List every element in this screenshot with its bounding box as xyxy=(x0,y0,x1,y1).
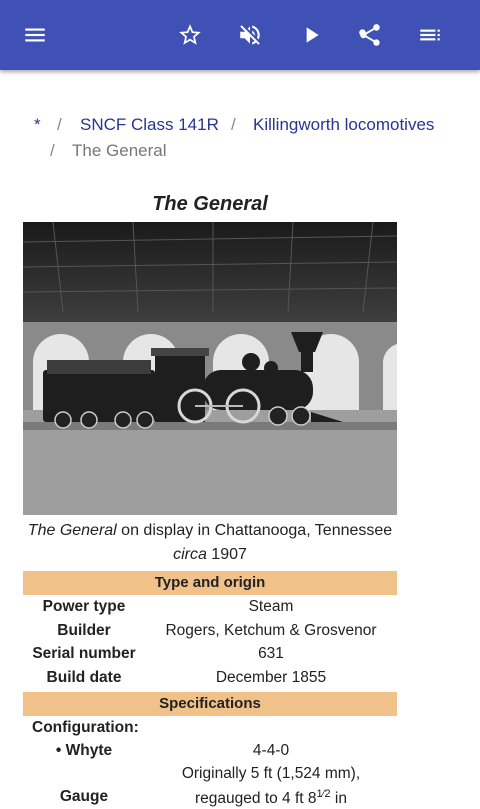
infobox-row xyxy=(23,619,397,643)
config-label: Configuration: xyxy=(32,718,139,736)
whyte-label[interactable]: • Whyte xyxy=(55,742,113,760)
row-value xyxy=(172,716,397,740)
gauge-line-3: in xyxy=(330,790,347,808)
row-label: Serial number xyxy=(32,645,136,663)
infobox xyxy=(23,186,397,808)
breadcrumb-separator: / xyxy=(57,115,62,134)
contents-button[interactable] xyxy=(406,11,454,59)
gauge-line-1: Originally 5 ft (1,524 mm), xyxy=(181,765,361,783)
bookmark-button[interactable] xyxy=(166,11,214,59)
breadcrumb-item-sncf[interactable]: SNCF Class 141R xyxy=(80,115,219,134)
row-label: Build date xyxy=(46,669,122,687)
breadcrumb-separator: / xyxy=(231,115,236,134)
breadcrumb-separator: / xyxy=(50,141,55,160)
play-button[interactable] xyxy=(287,11,335,59)
breadcrumb-current: The General xyxy=(72,141,167,160)
infobox-row xyxy=(23,642,397,666)
locomotive-image xyxy=(23,222,397,515)
locomotive-photo[interactable] xyxy=(23,222,397,515)
infobox-row xyxy=(23,595,397,619)
infobox-row xyxy=(23,763,397,808)
row-value[interactable]: Rogers, Ketchum & Grosvenor xyxy=(165,621,377,639)
whyte-value: 4-4-0 xyxy=(252,742,290,760)
share-button[interactable] xyxy=(346,11,394,59)
breadcrumb-root[interactable]: * xyxy=(34,115,41,134)
image-caption xyxy=(23,515,397,571)
volume-off-icon xyxy=(237,22,263,48)
play-icon xyxy=(298,22,324,48)
gauge-line-2: regauged to 4 ft 8 xyxy=(195,790,317,808)
infobox-row xyxy=(23,739,397,763)
menu-button[interactable] xyxy=(11,11,59,59)
menu-icon xyxy=(22,22,48,48)
app-bar xyxy=(0,0,480,70)
share-icon xyxy=(357,22,383,48)
gauge-label[interactable]: Gauge xyxy=(59,788,109,806)
caption-text: on display in Chattanooga, Tennessee xyxy=(116,522,393,539)
breadcrumb-item-killingworth[interactable]: Killingworth locomotives xyxy=(253,115,435,134)
row-value: 631 xyxy=(258,645,284,663)
caption-year: 1907 xyxy=(206,546,247,563)
infobox-title: The General xyxy=(152,193,268,215)
section-specifications: Specifications xyxy=(23,692,397,716)
gauge-value xyxy=(145,763,397,808)
star-icon xyxy=(177,22,203,48)
toc-icon xyxy=(417,22,443,48)
row-label: Builder xyxy=(57,621,111,639)
gauge-fraction: 1⁄2 xyxy=(316,788,331,801)
row-value: December 1855 xyxy=(215,669,327,687)
infobox-row xyxy=(23,666,397,690)
caption-circa: circa xyxy=(173,546,207,563)
infobox-row xyxy=(23,716,397,740)
row-label: Power type xyxy=(42,598,126,615)
section-type-and-origin: Type and origin xyxy=(23,571,397,595)
row-value[interactable]: Steam xyxy=(248,598,294,615)
caption-italic: The General xyxy=(27,522,117,539)
mute-button[interactable] xyxy=(226,11,274,59)
